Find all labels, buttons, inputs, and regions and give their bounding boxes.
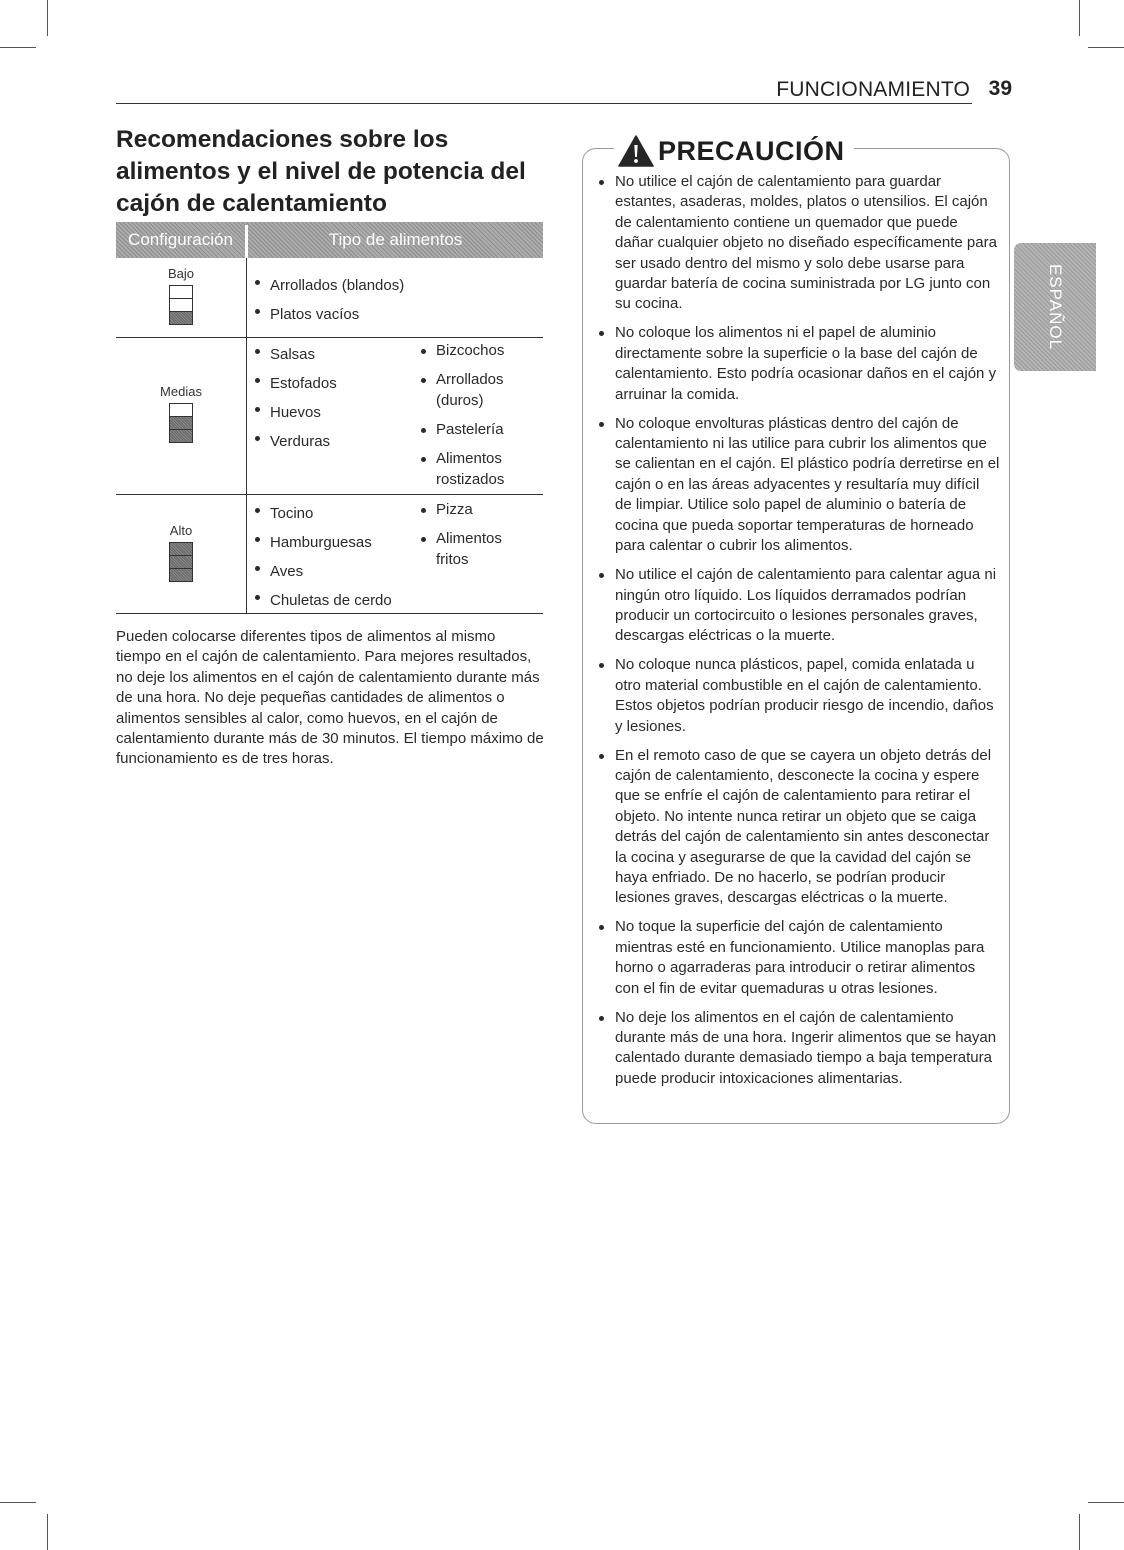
- caution-item: No deje los alimentos en el cajón de calentamiento durante más de una hora. Ingerir alimentos que se hayan calentado durante demasiado tiempo a baja temperatura puede producir intoxicaciones alimentarias.: [596, 1008, 1000, 1090]
- section-title: FUNCIONAMIENTO: [776, 78, 970, 101]
- food-item: Verduras: [247, 427, 407, 456]
- food-item: Huevos: [247, 398, 407, 427]
- food-list: [247, 340, 407, 456]
- food-item: Tocino: [247, 499, 407, 528]
- crop-mark: [1079, 0, 1080, 36]
- level-high: [116, 523, 246, 582]
- food-item: Platos vacíos: [247, 300, 537, 329]
- language-tab: [1014, 243, 1096, 371]
- food-item: Chuletas de cerdo: [247, 586, 407, 615]
- level-low: [116, 266, 246, 325]
- section-heading: Recomendaciones sobre los alimentos y el nivel de potencia del cajón de calentamiento: [116, 126, 526, 217]
- crop-mark: [1079, 1514, 1080, 1550]
- food-item: Alimentos rostizados: [413, 448, 512, 490]
- food-item: Aves: [247, 557, 407, 586]
- crop-mark: [0, 47, 36, 48]
- food-item: Alimentos fritos: [413, 528, 512, 570]
- level-label: Bajo: [167, 266, 195, 281]
- caution-list: [596, 172, 1000, 1098]
- level-label: Medias: [160, 384, 202, 399]
- power-level-high-icon: [169, 542, 193, 582]
- page-number: 39: [988, 77, 1012, 100]
- food-list: [247, 499, 407, 615]
- warning-triangle-icon: [618, 135, 654, 167]
- food-item: Arrollados (duros): [413, 369, 508, 411]
- body-paragraph: Pueden colocarse diferentes tipos de alimentos al mismo tiempo en el cajón de calentamiento. Para mejores resultados, no deje los alimentos en el cajón de calentamiento durante más de una hora. No deje pequeñas cantidades de alimentos o alimentos sensibles al calor, como huevos, en el cajón de calentamiento durante más de 30 minutos. El tiempo máximo de funcionamiento es de tres horas.: [116, 628, 544, 768]
- caution-item: No utilice el cajón de calentamiento para calentar agua ni ningún otro líquido. Los líquidos derramados podrían producir un cortocircuito o lesiones personales graves, descargas eléctricas o la muerte.: [596, 565, 1000, 647]
- caution-item: En el remoto caso de que se cayera un objeto detrás del cajón de calentamiento, desconecte la cocina y espere que se enfríe el cajón de calentamiento para retirar el objeto. No intente nunca retirar un objeto que se caiga detrás del cajón de calentamiento sin antes desconectar la cocina y asegurarse de que la cavidad del cajón se haya enfriado. De no hacerlo, se podrían producir lesiones graves, descargas eléctricas o la muerte.: [596, 746, 1000, 909]
- page-header: [116, 76, 1014, 104]
- caution-item: No coloque los alimentos ni el papel de aluminio directamente sobre la superficie o la base del cajón de calentamiento. Esto podría ocasionar daños en el cajón y arruinar la comida.: [596, 323, 1000, 405]
- caution-item: No coloque envolturas plásticas dentro del cajón de calentamiento ni las utilice para cubrir los alimentos que se calientan en el cajón. El plástico podría derretirse en el cajón o en las áreas adyacentes y resultaría muy difícil de limpiar. Utilice solo papel de aluminio o batería de cocina que pueda soportar temperaturas de horneado para calentar o cubrir los alimentos.: [596, 414, 1000, 557]
- caution-item: No toque la superficie del cajón de calentamiento mientras esté en funcionamiento. Utilice manoplas para horno o agarraderas para introducir o retirar alimentos con el fin de evitar quemaduras u otras lesiones.: [596, 917, 1000, 999]
- power-level-medium-icon: [169, 403, 193, 443]
- crop-mark: [47, 1514, 48, 1550]
- level-medium: [116, 384, 246, 443]
- food-item: Pastelería: [413, 419, 541, 440]
- caution-heading: [614, 131, 854, 171]
- column-header-food-type: Tipo de alimentos: [328, 230, 463, 249]
- table-header: [116, 222, 543, 258]
- caution-item: No coloque nunca plásticos, papel, comida enlatada u otro material combustible en el cajón de calentamiento. Estos objetos podrían producir riesgo de incendio, daños y lesiones.: [596, 655, 1000, 737]
- crop-mark: [1088, 1502, 1124, 1503]
- food-item: Hamburguesas: [247, 528, 407, 557]
- food-item: Pizza: [413, 499, 541, 520]
- food-item: Bizcochos: [413, 340, 541, 361]
- caution-title: PRECAUCIÓN: [658, 135, 845, 166]
- table-row-divider: [116, 494, 543, 495]
- language-tab-label: ESPAÑOL: [1046, 263, 1065, 351]
- food-item: Estofados: [247, 369, 407, 398]
- food-list: [413, 499, 541, 570]
- food-item: Arrollados (blandos): [247, 271, 537, 300]
- food-list: [247, 271, 537, 329]
- food-list: [413, 340, 541, 490]
- table-row-divider: [116, 337, 543, 338]
- power-level-low-icon: [169, 285, 193, 325]
- column-header-setting: Configuración: [128, 230, 233, 249]
- level-label: Alto: [169, 523, 193, 538]
- food-table: [116, 222, 543, 614]
- crop-mark: [0, 1502, 36, 1503]
- caution-item: No utilice el cajón de calentamiento para guardar estantes, asaderas, moldes, platos o utensilios. El cajón de calentamiento contiene un quemador que puede dañar cualquier objeto no diseñado específicamente para ser usado dentro del mismo y solo debe usarse para guardar batería de cocina suministrada por LG junto con su cocina.: [596, 172, 1000, 315]
- header-rule: [116, 103, 972, 104]
- crop-mark: [47, 0, 48, 36]
- crop-mark: [1088, 47, 1124, 48]
- food-item: Salsas: [247, 340, 407, 369]
